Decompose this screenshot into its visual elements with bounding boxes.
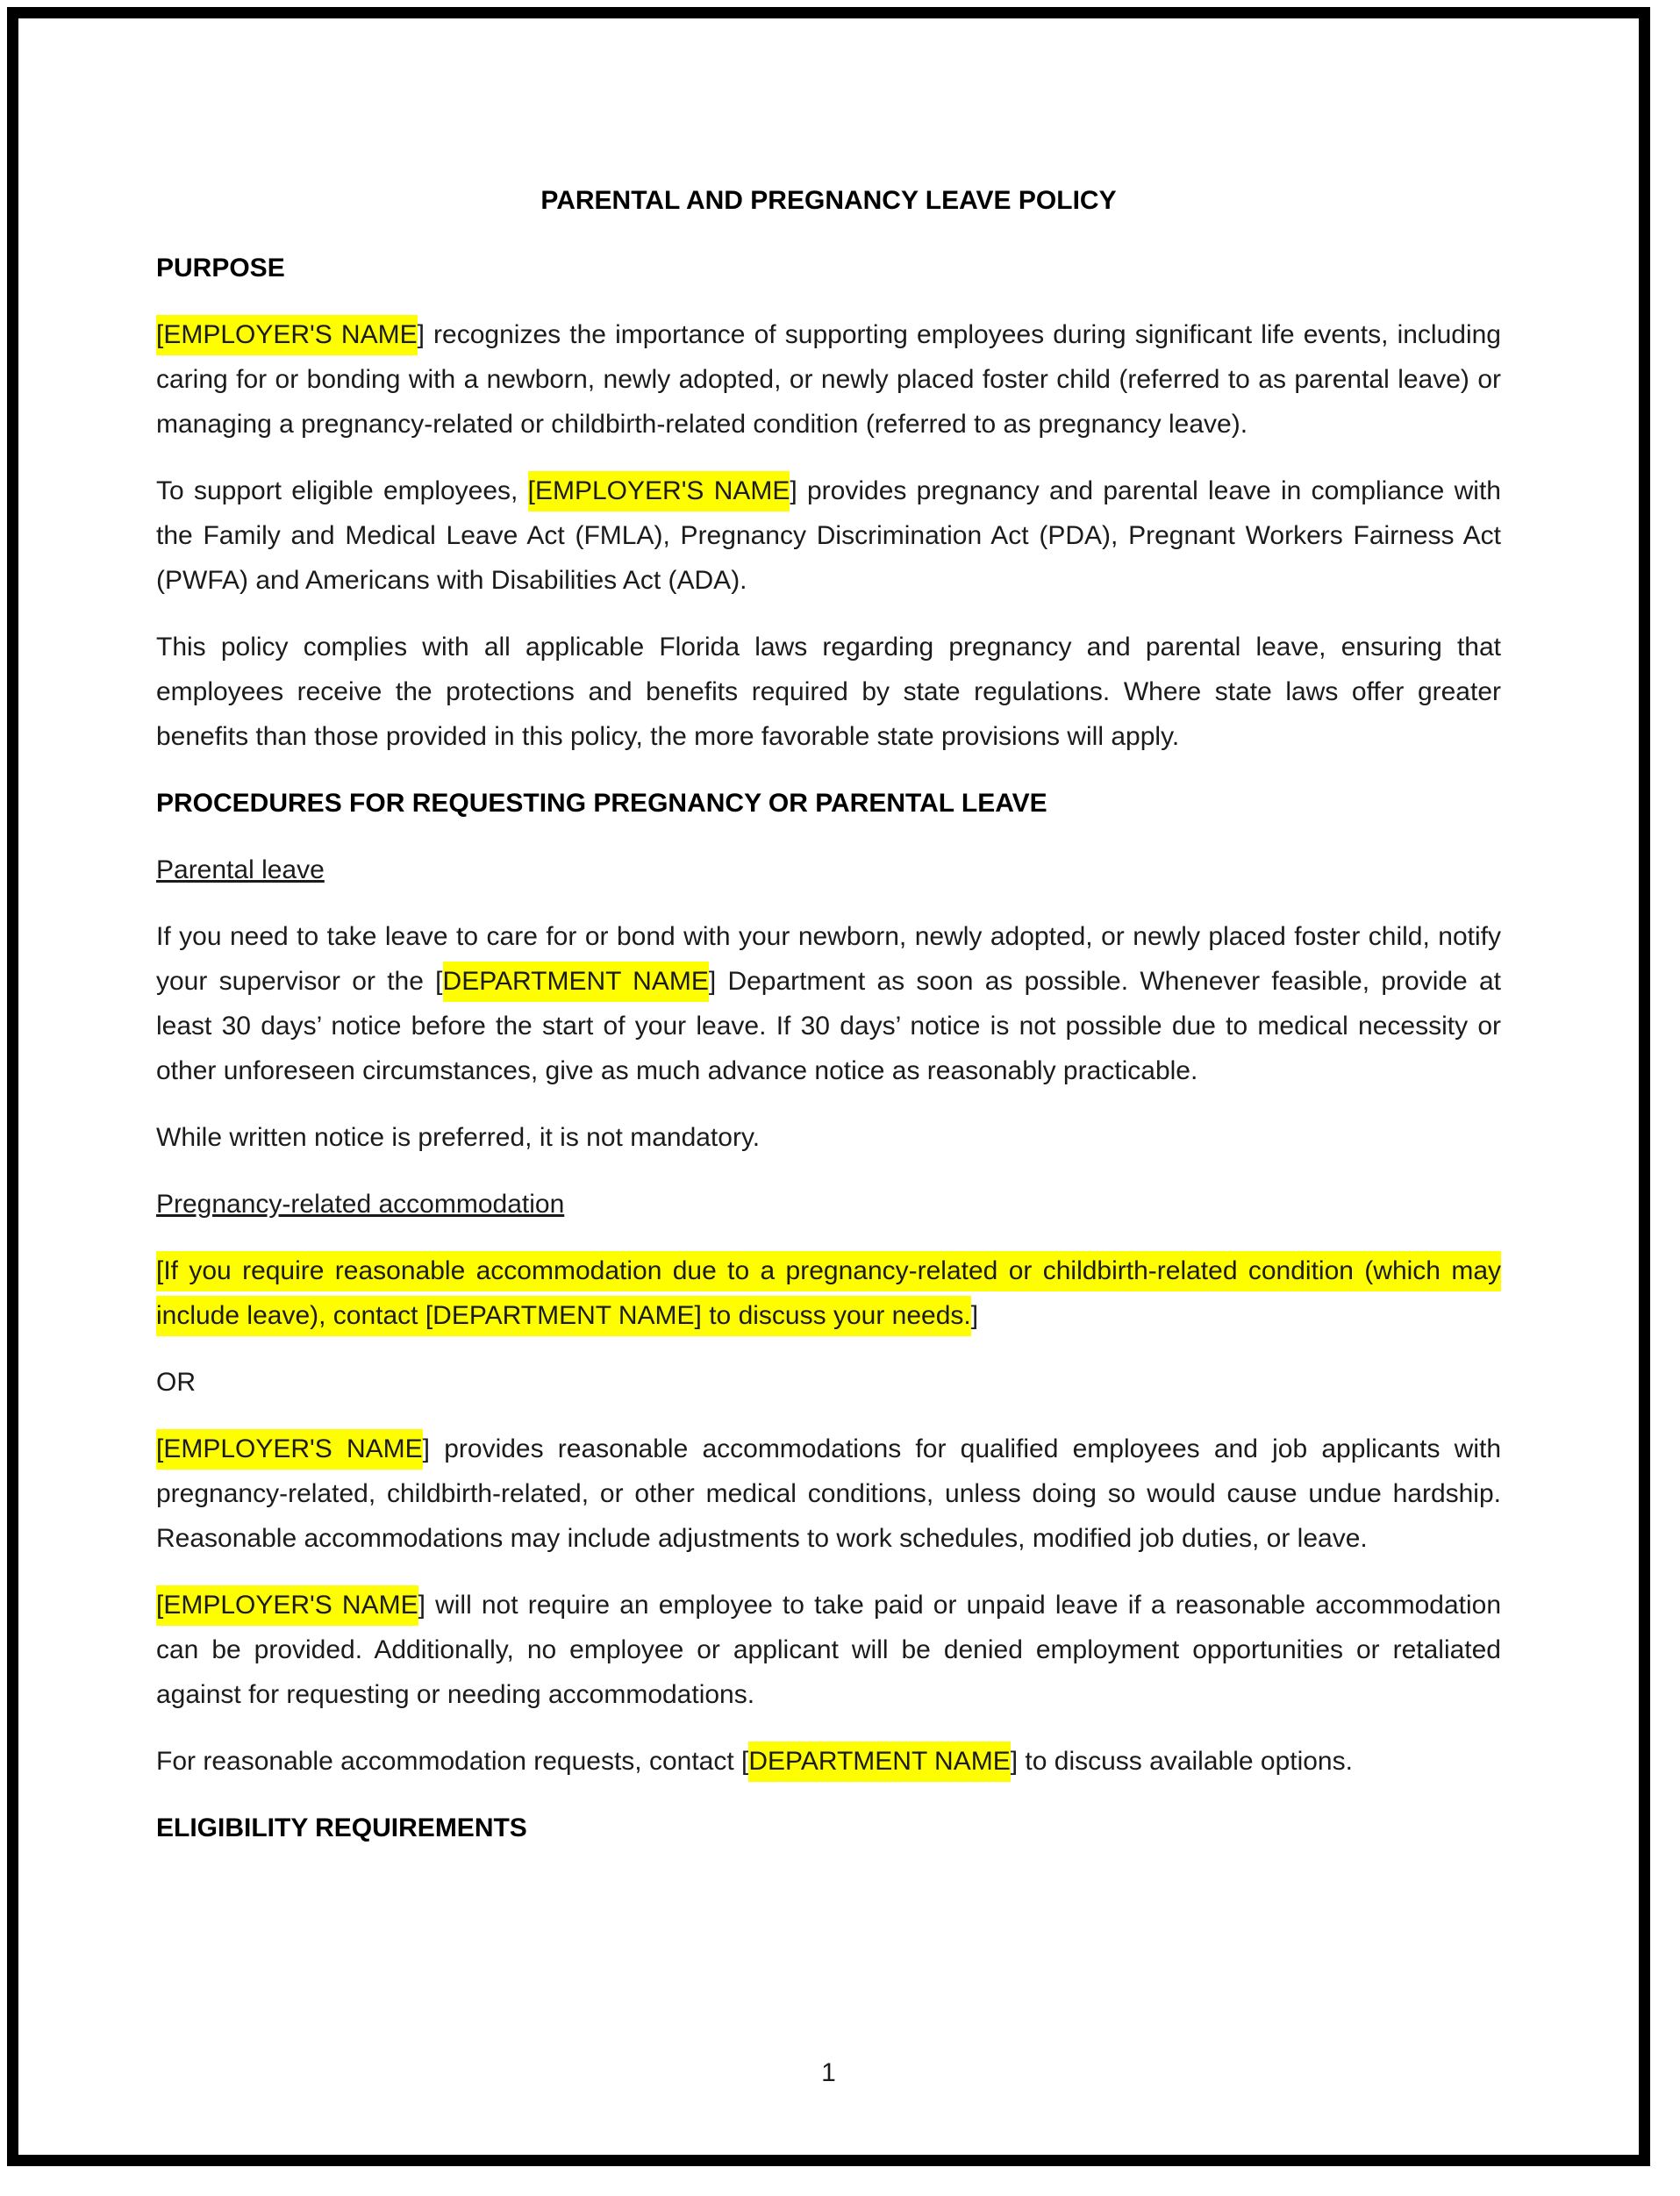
paragraph [156,312,1501,447]
subsection-heading: Pregnancy-related accommodation [156,1190,565,1219]
paragraph [156,1360,1501,1405]
section-heading: PROCEDURES FOR REQUESTING PREGNANCY OR PARENTAL LEAVE [156,789,1047,818]
highlighted-text: [EMPLOYER'S NAME [156,1429,423,1470]
paragraph [156,625,1501,759]
page-number: 1 [821,2058,836,2087]
paragraph [156,1115,1501,1160]
text-run: ] Department as soon as possible. Whenever feasible, provide at least 30 days’ notice before the start of your leave. If 30 days’ notice is not possible due to medical necessity or other unforeseen circumstances, give as much advance notice as reasonably practicable. [156,967,1502,1085]
text-run: While written notice is preferred, it is not mandatory. [156,1123,761,1152]
highlighted-text: [EMPLOYER'S NAME [156,1585,418,1626]
paragraph [156,1248,1501,1338]
highlighted-text: [EMPLOYER'S NAME [156,315,418,355]
document-title: PARENTAL AND PREGNANCY LEAVE POLICY [540,186,1117,215]
paragraph [156,1583,1501,1717]
text-run: OR [156,1368,196,1397]
section-heading: ELIGIBILITY REQUIREMENTS [156,1813,527,1842]
paragraph [156,1739,1501,1784]
subsection-heading: Parental leave [156,855,325,884]
text-run: ] recognizes the importance of supporting employees during significant life events, including caring for or bonding with a newborn, newly adopted, or newly placed foster child (referred to as parental leave) or managing a pregnancy-related or childbirth-related condition (referred to as pregnancy leave). [156,320,1501,439]
text-run: ] provides pregnancy and parental leave in compliance with the Family and Medical Leave Act (FMLA), Pregnancy Discrimination Act (PDA), Pregnant Workers Fairness Act (PWFA) and Americans with Disabilities Act (ADA). [156,476,1501,595]
text-run: This policy complies with all applicable Florida laws regarding pregnancy and parental leave, ensuring that employees receive the protections and benefits required by state regulations. Where state laws offer greater benefits than those provided in this policy, the more favorable state provisions will apply. [156,633,1501,751]
text-run: For reasonable accommodation requests, contact [ [156,1747,749,1776]
section-heading: PURPOSE [156,254,285,283]
text-run: ] will not require an employee to take paid or unpaid leave if a reasonable accommodation can be provided. Additionally, no employee or applicant will be denied employment opportunities or retaliated against for requesting or needing accommodations. [156,1591,1502,1709]
document-body [156,246,1501,1850]
page-number-footer [18,2058,1639,2088]
highlighted-text: DEPARTMENT NAME [748,1742,1010,1782]
document-content [18,18,1639,1850]
text-run: ] provides reasonable accommodations for qualified employees and job applicants with pregnancy-related, childbirth-related, or other medical conditions, unless doing so would cause undue hardship. Reasonable accommodations may include adjustments to work schedules, modified job duties, or leave. [156,1434,1502,1553]
text-run: To support eligible employees, [156,476,528,505]
highlighted-text: [If you require reasonable accommodation due to a pregnancy-related or childbirth-related condition (which may include leave), contact [DEPARTMENT NAME] to discuss your needs. [156,1251,1501,1336]
text-run: If you need to take leave to care for or bond with your newborn, newly adopted, or newly placed foster child, notify your supervisor or the [ [156,922,1501,996]
highlighted-text: DEPARTMENT NAME [443,962,709,1002]
highlighted-text: [EMPLOYER'S NAME [528,471,790,511]
text-run: ] [970,1301,979,1330]
paragraph [156,469,1501,603]
text-run: ] to discuss available options. [1010,1747,1353,1776]
paragraph [156,914,1501,1093]
paragraph [156,1427,1501,1561]
document-page [7,7,1650,2166]
